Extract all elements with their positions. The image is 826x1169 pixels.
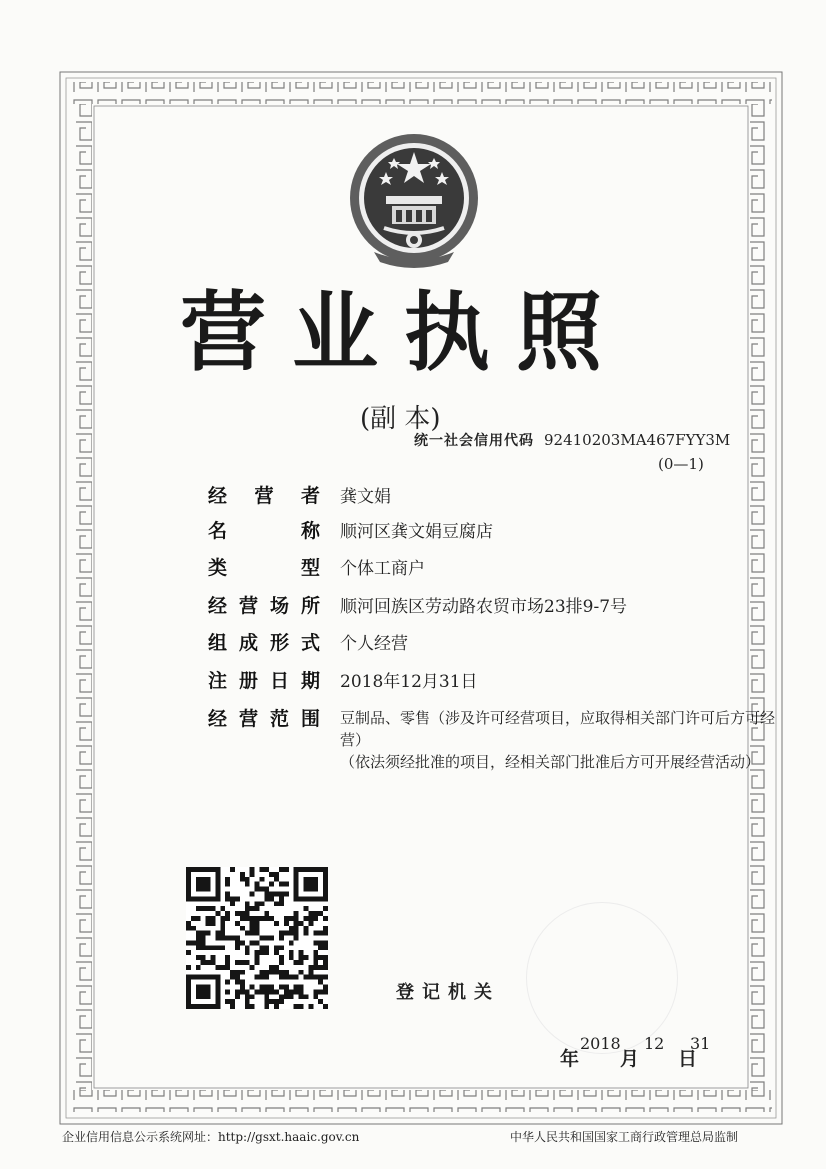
issue-day: 31 [690, 1034, 711, 1053]
official-seal [526, 902, 678, 1054]
credit-code [414, 430, 730, 450]
type-label: 类 型 [208, 557, 320, 579]
scope-line: （依法须经批准的项目，经相关部门批准后方可开展经营活动） [340, 753, 761, 771]
issue-day-label: 日 [678, 1048, 698, 1070]
credit-code-label: 统一社会信用代码 [414, 433, 534, 449]
form-label: 组 成 形 式 [208, 632, 320, 654]
credit-code-value: 92410203MA467FYY3M [544, 431, 731, 449]
copy-subtitle: (副 本) [360, 404, 441, 434]
license-title: 营业执照 [180, 282, 628, 383]
scope-label: 经 营 范 围 [208, 708, 320, 730]
national-emblem-icon [344, 128, 484, 274]
copy-number: (0—1) [658, 455, 704, 473]
issue-year-label: 年 [560, 1048, 580, 1070]
reg-date-label: 注 册 日 期 [208, 670, 320, 692]
issue-month: 12 [644, 1034, 665, 1053]
issue-month-label: 月 [620, 1048, 640, 1070]
name-value: 顺河区龚文娟豆腐店 [340, 522, 493, 542]
scope-line: 豆制品、零售（涉及许可经营项目，应取得相关部门许可后方可经营） [340, 709, 776, 749]
address-label: 经 营 场 所 [208, 595, 320, 617]
issue-year: 2018 [580, 1034, 621, 1053]
scope-value [340, 707, 784, 773]
operator-label: 经 营 者 [208, 485, 320, 507]
footer-website: 企业信用信息公示系统网址：http://gsxt.haaic.gov.cn [62, 1130, 360, 1144]
name-label: 名 称 [208, 520, 320, 542]
qr-code-icon [186, 867, 328, 1009]
address-value: 顺河回族区劳动路农贸市场23排9-7号 [340, 597, 628, 617]
type-value: 个体工商户 [340, 559, 425, 579]
registration-authority: 登记机关 [396, 982, 500, 1003]
issue-date [560, 1034, 760, 1074]
operator-value: 龚文娟 [340, 487, 391, 507]
form-value: 个人经营 [340, 634, 408, 654]
reg-date-value: 2018年12月31日 [340, 672, 478, 692]
footer-issuer: 中华人民共和国国家工商行政管理总局监制 [510, 1130, 739, 1144]
